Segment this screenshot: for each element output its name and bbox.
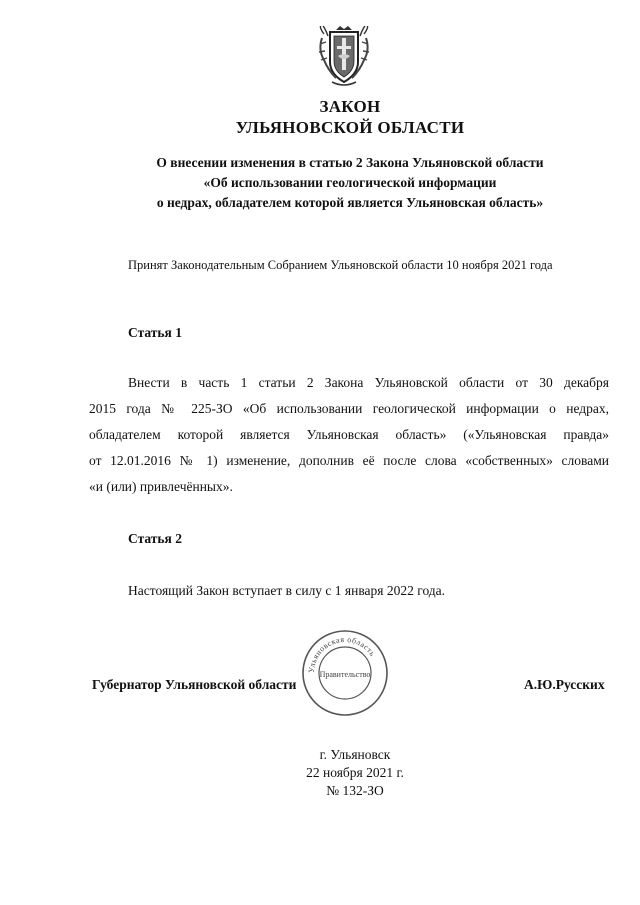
article-1-text-line: «и (или) привлечённых». [89, 479, 233, 494]
seal-center-text: Правительство [319, 670, 371, 679]
article-1-text-line: 2015 года № 225-ЗО «Об использовании геологической информации о недрах, [89, 401, 609, 416]
article-2-heading: Статья 2 [128, 531, 182, 546]
coat-of-arms-emblem [316, 26, 372, 88]
article-2-text: Настоящий Закон вступает в силу с 1 января 2022 года. [128, 583, 446, 598]
article-1-text-line: от 12.01.2016 № 1) изменение, дополнив её после слова «собственных» словами [89, 453, 609, 468]
issue-date: 22 ноября 2021 г. [306, 765, 404, 780]
law-subtitle [60, 153, 640, 213]
subtitle-line: о недрах, обладателем которой является Ульяновская область» [156, 195, 544, 210]
law-title-line1: ЗАКОН [319, 97, 381, 116]
law-title-line2: УЛЬЯНОВСКОЙ ОБЛАСТИ [235, 118, 465, 137]
official-seal-stamp [300, 628, 390, 718]
signatory-position: Губернатор Ульяновской области [92, 677, 297, 692]
subtitle-line: «Об использовании геологической информации [203, 175, 497, 190]
subtitle-line: О внесении изменения в статью 2 Закона Ульяновской области [156, 155, 544, 170]
issue-city: г. Ульяновск [319, 747, 391, 762]
article-1-text-line: обладателем которой является Ульяновская область» («Ульяновская правда» [89, 427, 609, 442]
article-1-text-line: Внести в часть 1 статьи 2 Закона Ульяновской области от 30 декабря [128, 375, 609, 390]
law-title [0, 96, 640, 138]
signatory-name: А.Ю.Русских [524, 677, 605, 692]
article-1-heading: Статья 1 [128, 325, 182, 340]
law-number: № 132-ЗО [326, 783, 384, 798]
adoption-note: Принят Законодательным Собранием Ульяновской области 10 ноября 2021 года [128, 258, 553, 272]
seal-arc-text: Ульяновская область [306, 634, 378, 674]
